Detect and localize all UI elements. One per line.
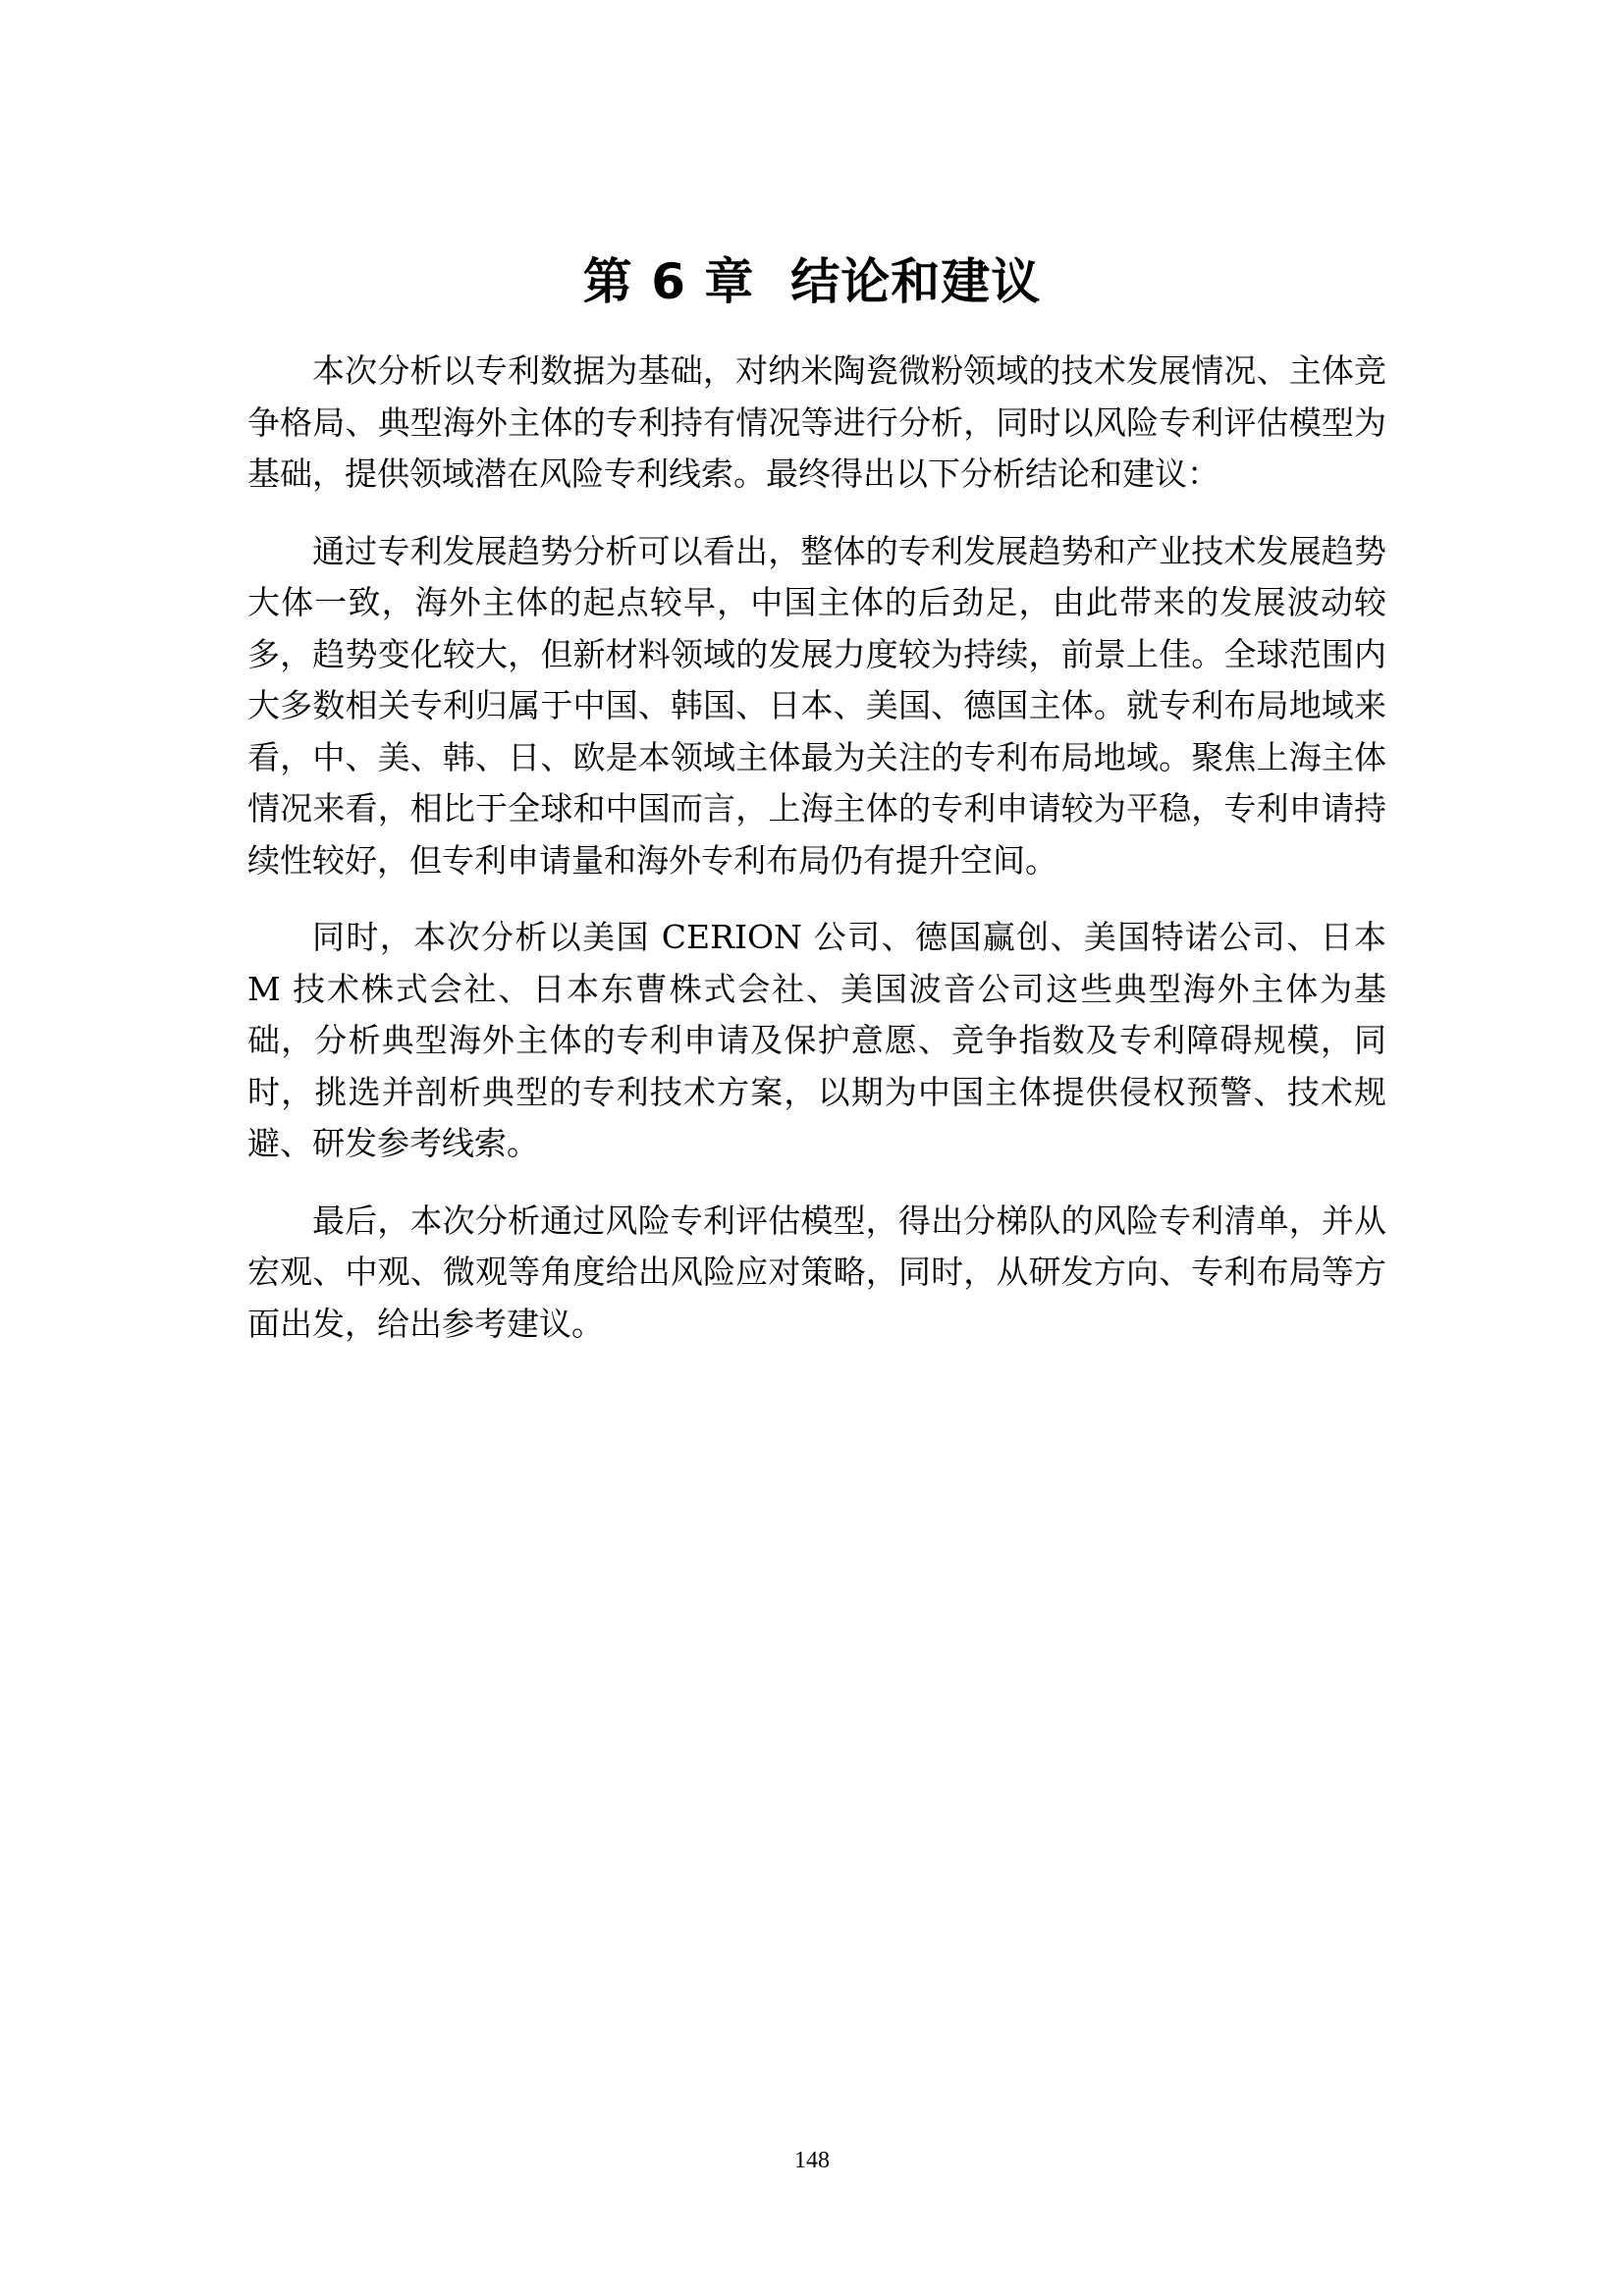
body-text — [247, 346, 1386, 1375]
chapter-title: 第 6 章 结论和建议 — [582, 252, 1042, 310]
paragraph: 最后，本次分析通过风险专利评估模型，得出分梯队的风险专利清单，并从宏观、中观、微观等角度给出风险应对策略，同时，从研发方向、专利布局等方面出发，给出参考建议。 — [247, 1201, 1386, 1343]
paragraph: 本次分析以专利数据为基础，对纳米陶瓷微粉领域的技术发展情况、主体竞争格局、典型海外主体的专利持有情况等进行分析，同时以风险专利评估模型为基础，提供领域潜在风险专利线索。最终得出以下分析结论和建议： — [247, 351, 1386, 493]
paragraph: 同时，本次分析以美国 CERION 公司、德国赢创、美国特诺公司、日本 M 技术株式会社、日本东曹株式会社、美国波音公司这些典型海外主体为基础，分析典型海外主体的专利申请及保护意愿、竞争指数及专利障碍规模，同时，挑选并剖析典型的专利技术方案，以期为中国主体提供侵权预警、技术规避、研发参考线索。 — [247, 918, 1386, 1162]
page-number: 148 — [794, 2148, 830, 2173]
paragraph: 通过专利发展趋势分析可以看出，整体的专利发展趋势和产业技术发展趋势大体一致，海外主体的起点较早，中国主体的后劲足，由此带来的发展波动较多，趋势变化较大，但新材料领域的发展力度较为持续，前景上佳。全球范围内大多数相关专利归属于中国、韩国、日本、美国、德国主体。就专利布局地域来看，中、美、韩、日、欧是本领域主体最为关注的专利布局地域。聚焦上海主体情况来看，相比于全球和中国而言，上海主体的专利申请较为平稳，专利申请持续性较好，但专利申请量和海外专利布局仍有提升空间。 — [247, 531, 1386, 880]
